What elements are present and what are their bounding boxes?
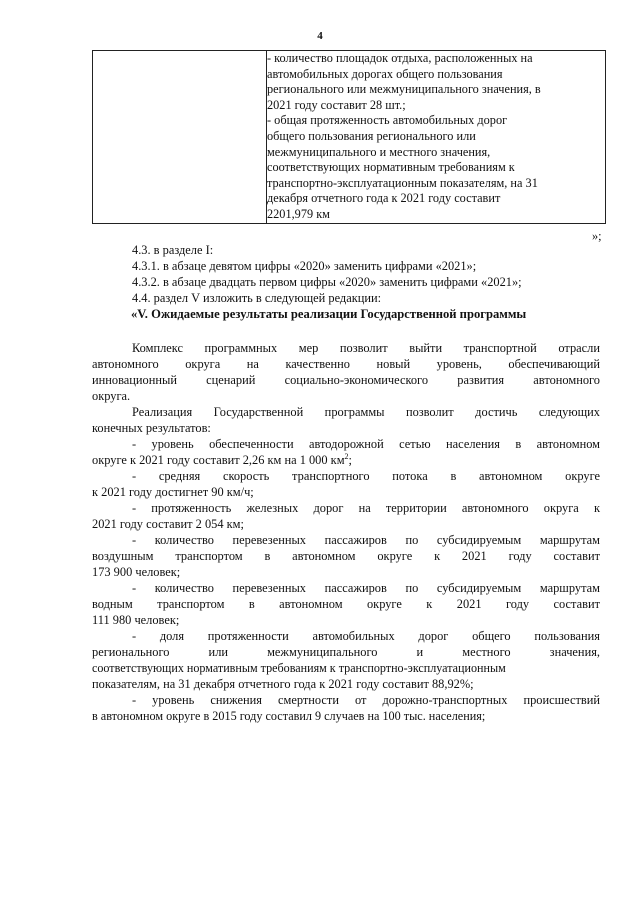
result-line: к 2021 году достигнет 90 км/ч; [92, 485, 254, 499]
result-line: воздушным транспортом в автономном округе к 2021 году составит [92, 549, 600, 563]
intro-line: округа. [92, 389, 131, 403]
table-text-line: автомобильных дорогах общего пользования [267, 66, 503, 81]
amendment-4-3: 4.3. в разделе I: [132, 243, 214, 257]
result-line: соответствующих нормативным требованиям к транспортно-эксплуатационным [92, 661, 506, 675]
result-line: - средняя скорость транспортного потока в автономном округе [132, 469, 600, 483]
amendment-4-3-1: 4.3.1. в абзаце девятом цифры «2020» заменить цифрами «2021»; [132, 259, 477, 273]
result-line: - уровень снижения смертности от дорожно-транспортных происшествий [132, 693, 600, 707]
section-heading: «V. Ожидаемые результаты реализации Государственной программы [131, 307, 527, 321]
result-line: - количество перевезенных пассажиров по субсидируемым маршрутам [132, 533, 600, 547]
result-line: - доля протяженности автомобильных дорог общего пользования [132, 629, 600, 643]
result-line: в автономном округе в 2015 году составил 9 случаев на 100 тыс. населения; [92, 709, 486, 723]
amendment-4-4: 4.4. раздел V изложить в следующей редакции: [132, 291, 382, 305]
table-text-line: общего пользования регионального или [267, 128, 476, 143]
table-right-cell [267, 51, 606, 224]
result-line: показателям, на 31 декабря отчетного года к 2021 году составит 88,92%; [92, 677, 474, 691]
result-line: 111 980 человек; [92, 613, 180, 627]
table-text-line: декабря отчетного года к 2021 году составит [267, 191, 501, 206]
indicators-table [92, 50, 606, 224]
result-line: округе к 2021 году составит 2,26 км на 1 000 $км^2$; [92, 451, 352, 467]
table-left-cell [93, 51, 267, 224]
results-intro-line: Реализация Государственной программы позволит достичь следующих [132, 405, 600, 419]
result-line: 2021 году составит 2 054 км; [92, 517, 244, 531]
table-text-line: - количество площадок отдыха, расположенных на [267, 51, 533, 65]
results-intro-line: конечных результатов: [92, 421, 211, 435]
result-line: - уровень обеспеченности автодорожной сетью населения в автономном [132, 437, 600, 451]
intro-line: автономного округа на качественно новый уровень, обеспечивающий [92, 357, 600, 371]
result-line: - протяженность железных дорог на территории автономного округа к [132, 501, 600, 515]
table-closing-quote: »; [592, 229, 602, 243]
table-text-line: - общая протяженность автомобильных дорог [267, 113, 508, 128]
table-row [93, 51, 606, 224]
table-text-line: 2201,979 км [267, 206, 330, 221]
table-text-line: 2021 году составит 28 шт.; [267, 97, 406, 112]
intro-line: Комплекс программных мер позволит выйти транспортной отрасли [132, 341, 600, 355]
page-number: 4 [317, 30, 323, 42]
table-text-line: соответствующих нормативным требованиям к [267, 160, 515, 175]
table-text-line: транспортно-эксплуатационным показателям, на 31 [267, 175, 538, 190]
result-line: 173 900 человек; [92, 565, 181, 579]
result-line: водным транспортом в автономном округе к 2021 году составит [92, 597, 600, 611]
result-line: регионального или межмуниципального и местного значения, [92, 645, 600, 659]
table-text-line: регионального или межмуниципального значения, в [267, 82, 541, 97]
intro-line: инновационный сценарий социально-экономического развития автономного [92, 373, 600, 387]
table-text-line: межмуниципального и местного значения, [267, 144, 491, 159]
result-line: - количество перевезенных пассажиров по субсидируемым маршрутам [132, 581, 600, 595]
amendment-4-3-2: 4.3.2. в абзаце двадцать первом цифры «2020» заменить цифрами «2021»; [132, 275, 522, 289]
